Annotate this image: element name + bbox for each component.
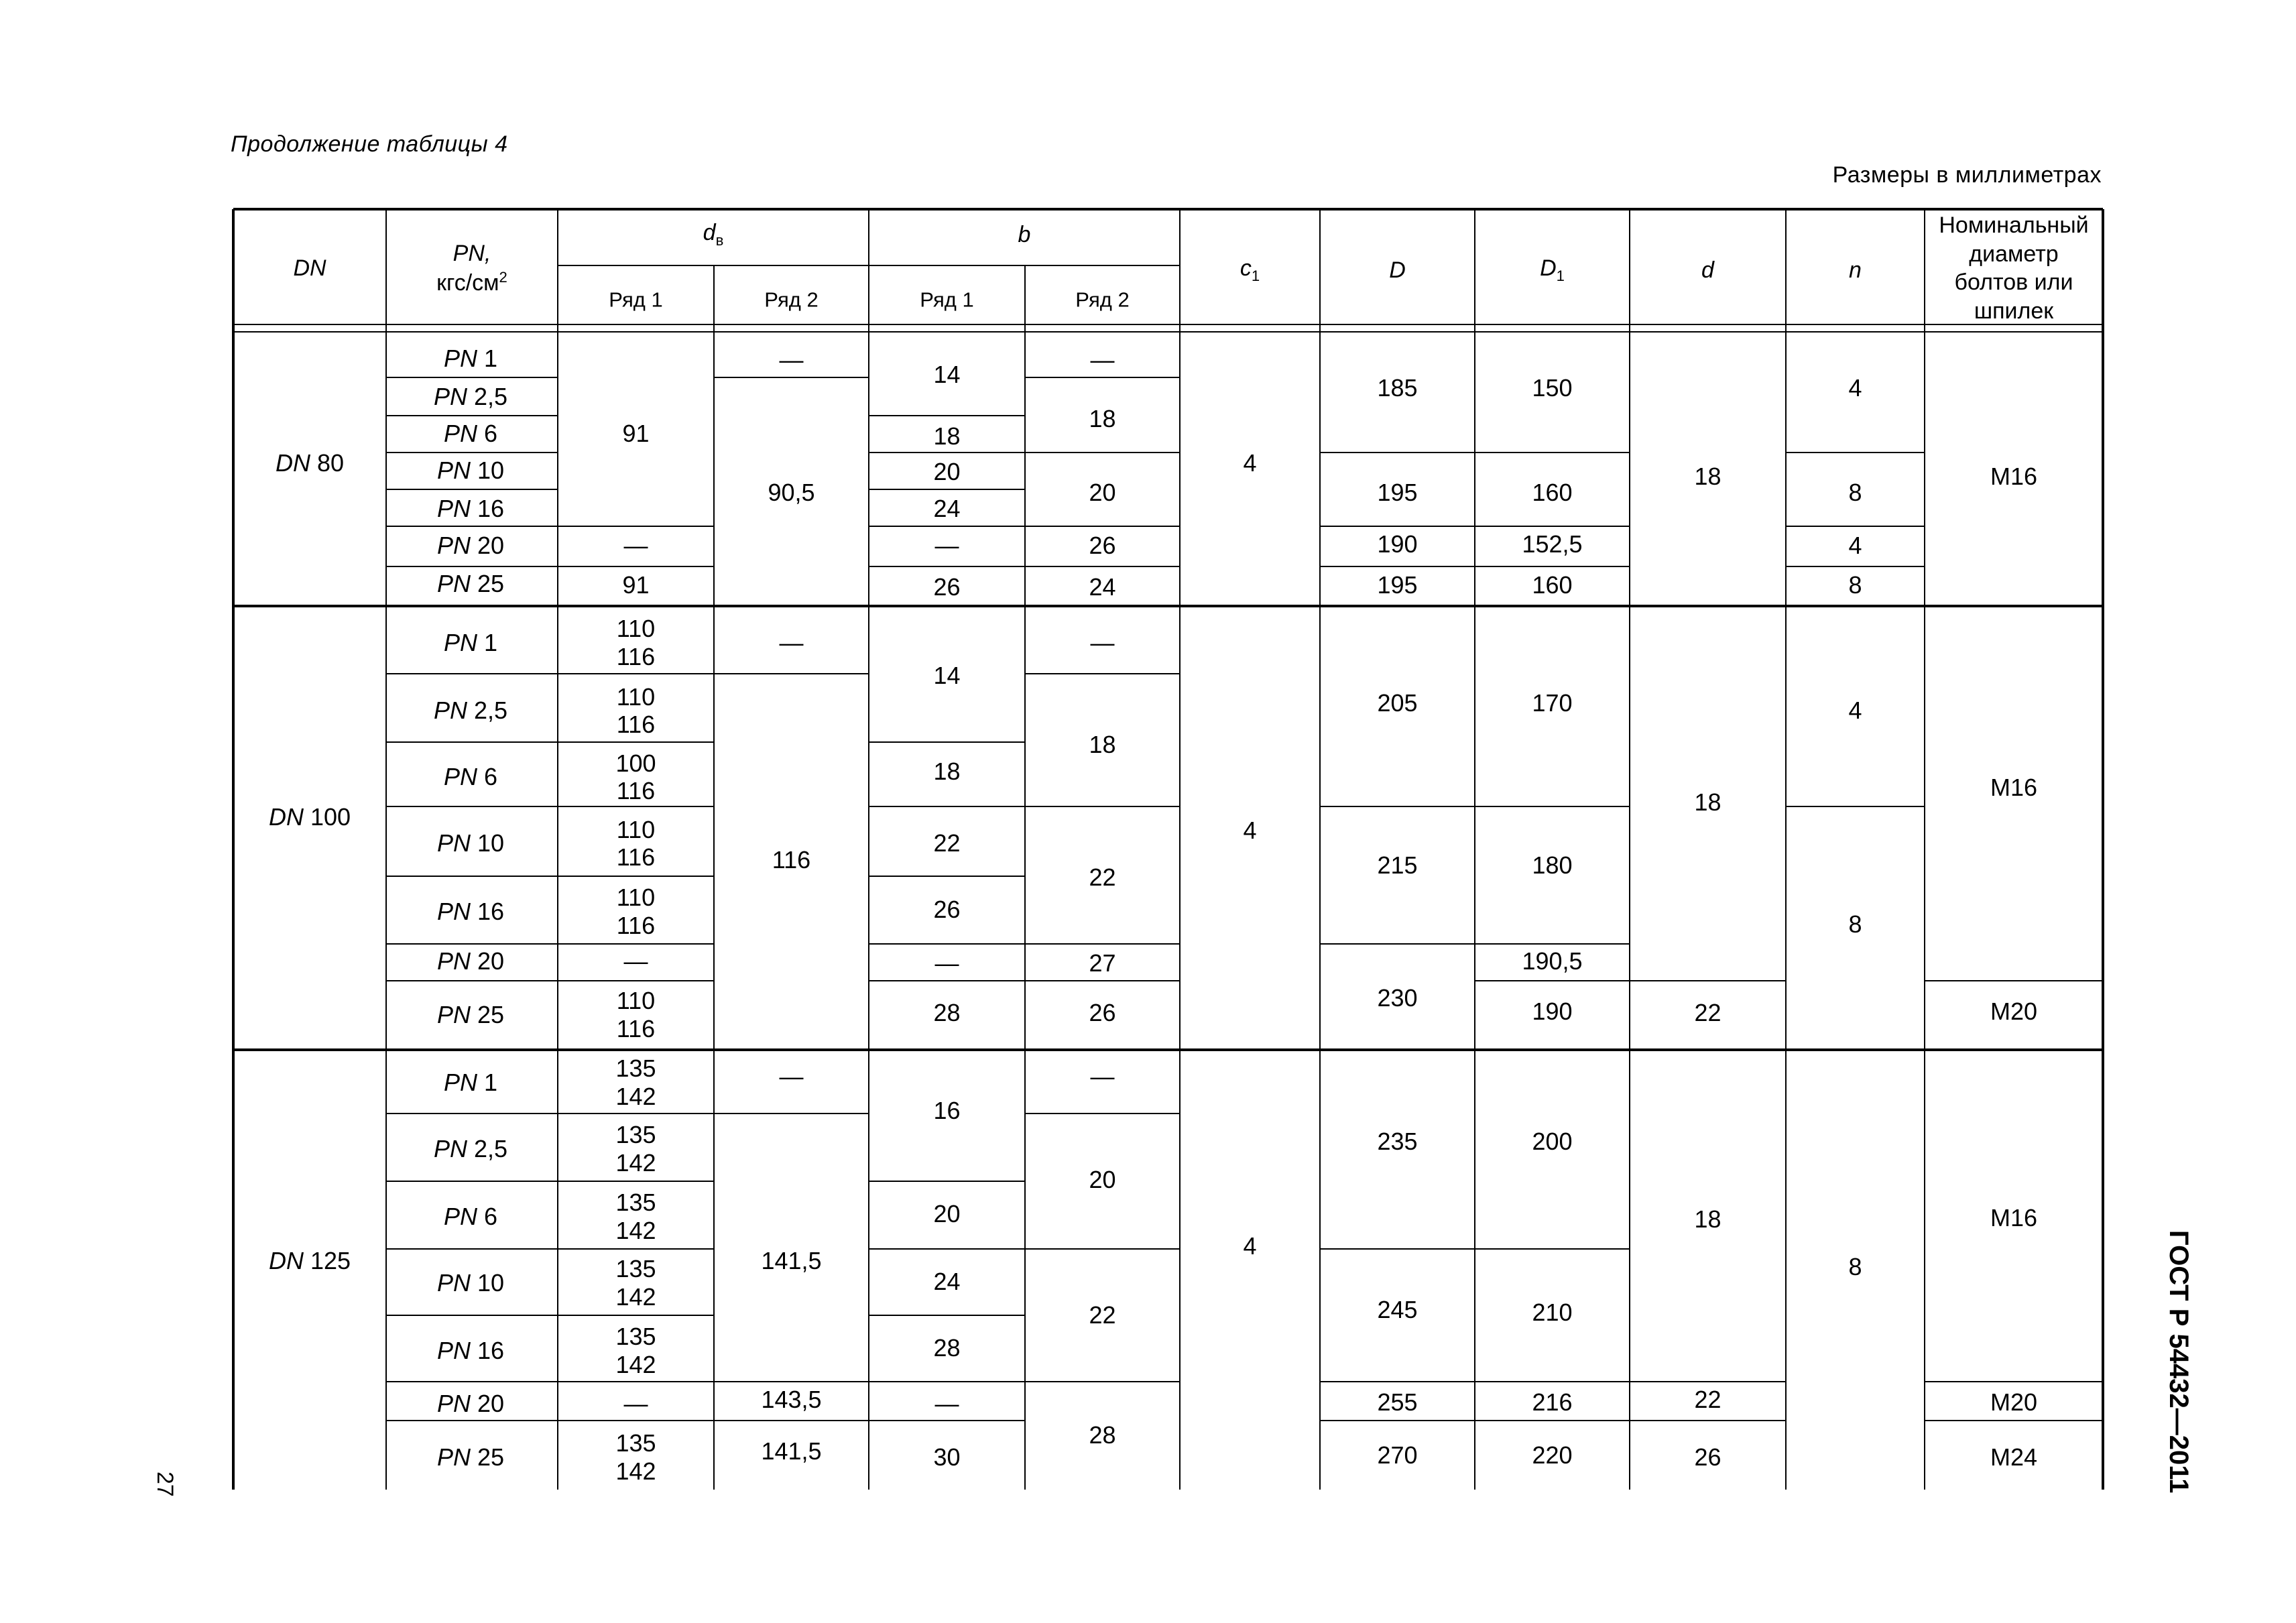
b-row1-cell: 18	[933, 758, 961, 785]
row-rule	[386, 741, 714, 743]
b-header: b	[1018, 222, 1031, 247]
row-rule	[1630, 1381, 1786, 1382]
row-rule	[386, 452, 558, 453]
row-rule	[1925, 1420, 2103, 1421]
pn-cell: PN 20	[436, 532, 505, 559]
bolt-diameter-cell: M16	[1990, 1204, 2038, 1231]
dv-row1-cell: 110	[616, 884, 656, 911]
pn-cell: PN 6	[443, 1203, 498, 1230]
pn-cell: PN 1	[443, 629, 498, 656]
b-row2-cell: 26	[1089, 532, 1116, 559]
bolt-diameter-cell: M20	[1990, 998, 2038, 1025]
bolt-circle-cell: 210	[1532, 1299, 1573, 1326]
dv-row1-cell: 142	[615, 1283, 656, 1311]
row-rule	[386, 673, 714, 674]
row1-header: Ряд 1	[609, 288, 663, 312]
row-rule	[1630, 1420, 1786, 1421]
c1-cell: 4	[1243, 817, 1257, 844]
pn-cell: PN 20	[436, 947, 505, 975]
row-rule	[1025, 1381, 1180, 1382]
row-rule	[233, 605, 2103, 607]
row-rule	[386, 1181, 714, 1182]
row-rule	[869, 1315, 1025, 1316]
dv-row2-cell: 116	[772, 846, 811, 874]
bolt-circle-cell: 180	[1532, 851, 1573, 879]
row-rule	[1320, 943, 1630, 945]
b-row2-cell: —	[1090, 629, 1115, 656]
bolt-count-cell: 4	[1848, 697, 1862, 724]
outer-diameter-cell: 215	[1377, 851, 1418, 879]
bolt-circle-cell: 190,5	[1522, 947, 1583, 975]
bolt-diameter-cell: M24	[1990, 1443, 2038, 1471]
outer-diameter-cell: 235	[1377, 1128, 1418, 1155]
dv-row1-cell: 135	[615, 1255, 656, 1282]
row-rule	[1630, 980, 1786, 981]
b-row1-cell: 20	[933, 458, 961, 485]
row-rule	[1925, 980, 2103, 981]
dv-row1-cell: 116	[616, 843, 656, 871]
row-rule	[869, 1248, 1025, 1250]
b-row1-cell: 20	[933, 1200, 961, 1227]
dv-row1-cell: 142	[615, 1149, 656, 1177]
pn-cell: PN 10	[436, 829, 505, 857]
b-row2-cell: —	[1090, 346, 1115, 373]
column-rule	[1319, 209, 1321, 1490]
row-rule	[1025, 566, 1180, 567]
row1-header: Ряд 1	[920, 288, 974, 312]
c1-header: $c_1$	[1240, 255, 1260, 284]
outer-diameter-cell: 190	[1377, 530, 1418, 558]
row-rule	[1320, 566, 1630, 567]
dv-row1-cell: —	[623, 532, 648, 559]
b-row1-cell: 24	[933, 495, 961, 522]
dv-row1-cell: 142	[615, 1083, 656, 1110]
row-rule	[1320, 806, 1630, 807]
row-rule	[558, 526, 714, 527]
dv-row1-cell: 91	[622, 571, 650, 599]
row-rule	[233, 208, 2103, 211]
pn-cell: PN 10	[436, 457, 505, 484]
row-rule	[233, 324, 2103, 325]
dv-row1-cell: 135	[615, 1323, 656, 1350]
b-row2-cell: 18	[1089, 731, 1116, 758]
dv-row1-cell: 142	[615, 1457, 656, 1485]
row-rule	[869, 943, 1025, 945]
row-rule	[714, 1381, 869, 1382]
pn-cell: PN 10	[436, 1269, 505, 1297]
outer-diameter-cell: 185	[1377, 374, 1418, 402]
row-rule	[386, 943, 714, 945]
row-rule	[1025, 980, 1180, 981]
row-rule	[233, 1048, 2103, 1051]
bolt-diameter-cell: M20	[1990, 1388, 2038, 1416]
bolt-hole-cell: 18	[1694, 1205, 1721, 1233]
b-row1-cell: 28	[933, 1334, 961, 1362]
dv-row2-cell: —	[779, 1063, 804, 1090]
dn-cell: DN 80	[275, 449, 345, 477]
bolt-circle-cell: 152,5	[1522, 530, 1583, 558]
outer-diameter-cell: 245	[1377, 1296, 1418, 1323]
row-rule	[1025, 1248, 1180, 1250]
pn-cell: PN 6	[443, 763, 498, 790]
bolt-diameter-header: Номинальный диаметр болтов или шпилек	[1939, 213, 2089, 324]
row-rule	[233, 331, 2103, 333]
bolt-circle-cell: 160	[1532, 479, 1573, 506]
dv-row1-cell: 116	[616, 643, 656, 670]
column-rule	[232, 209, 235, 1490]
b-row1-cell: 26	[933, 896, 961, 923]
row-rule	[1025, 377, 1180, 378]
bolt-count-cell: 8	[1848, 479, 1862, 506]
row-rule	[386, 526, 558, 527]
row-rule	[869, 566, 1025, 567]
row-rule	[1025, 943, 1180, 945]
b-row1-cell: 26	[933, 573, 961, 601]
bolt-diameter-cell: M16	[1990, 774, 2038, 801]
outer-diameter-cell: 205	[1377, 689, 1418, 717]
row-rule	[714, 1113, 869, 1114]
c1-cell: 4	[1243, 1232, 1257, 1260]
dv-row2-cell: 141,5	[761, 1247, 822, 1274]
units-note: Размеры в миллиметрах	[1832, 162, 2102, 188]
bolt-count-header: n	[1849, 257, 1862, 283]
row-rule	[386, 1113, 714, 1114]
row-rule	[1320, 1420, 1630, 1421]
column-rule	[1179, 209, 1181, 1490]
bolt-circle-cell: 220	[1532, 1441, 1573, 1469]
column-rule	[385, 209, 387, 1490]
pn-cell: PN 25	[436, 570, 505, 597]
standard-code: ГОСТ Р 54432—2011	[2164, 1230, 2193, 1494]
row-rule	[386, 980, 714, 981]
dv-row2-cell: —	[779, 629, 804, 656]
dn-cell: DN 100	[268, 803, 351, 831]
pn-cell: PN 2,5	[433, 383, 508, 410]
bolt-hole-header: d	[1701, 257, 1714, 283]
dv-row1-cell: 116	[616, 711, 656, 738]
row-rule	[714, 673, 869, 674]
dv-row1-cell: 110	[616, 987, 656, 1014]
b-row1-cell: 14	[933, 662, 961, 689]
b-row2-cell: 27	[1089, 949, 1116, 977]
bolt-hole-cell: 22	[1694, 1386, 1721, 1413]
dv-row1-cell: 135	[615, 1121, 656, 1148]
bolt-hole-cell: 18	[1694, 463, 1721, 490]
column-rule	[868, 209, 869, 1490]
row-rule	[1025, 673, 1180, 674]
pn-cell: PN 16	[436, 898, 505, 925]
row-rule	[386, 1315, 714, 1316]
dv-row1-cell: 116	[616, 1015, 656, 1042]
dv-row1-cell: 142	[615, 1217, 656, 1244]
b-row2-cell: 20	[1089, 1166, 1116, 1193]
dv-row1-cell: 142	[615, 1351, 656, 1378]
bolt-count-cell: 4	[1848, 532, 1862, 559]
row-rule	[869, 452, 1025, 453]
b-row2-cell: 18	[1089, 405, 1116, 432]
dn-header: DN	[293, 255, 326, 281]
dv-row2-cell: 90,5	[768, 479, 815, 506]
row-rule	[386, 1420, 714, 1421]
b-row1-cell: 22	[933, 829, 961, 857]
row-rule	[1786, 452, 1925, 453]
dv-row1-cell: 135	[615, 1055, 656, 1082]
dv-row1-cell: —	[623, 947, 648, 975]
bolt-count-cell: 4	[1848, 374, 1862, 402]
dv-row1-cell: 116	[616, 777, 656, 804]
dv-row1-cell: 110	[616, 615, 656, 642]
row-rule	[1320, 1248, 1630, 1250]
row-rule	[1025, 526, 1180, 527]
b-row2-cell: 26	[1089, 999, 1116, 1026]
bolt-hole-cell: 26	[1694, 1443, 1721, 1471]
outer-diameter-cell: 195	[1377, 479, 1418, 506]
row-rule	[869, 741, 1025, 743]
row-rule	[1025, 1113, 1180, 1114]
b-row2-cell: —	[1090, 1063, 1115, 1090]
b-row2-cell: 22	[1089, 1301, 1116, 1329]
bolt-circle-cell: 160	[1532, 571, 1573, 599]
row-rule	[1320, 1381, 1630, 1382]
pn-cell: PN 16	[436, 1337, 505, 1364]
b-row1-cell: 14	[933, 361, 961, 388]
b-row1-cell: 24	[933, 1268, 961, 1295]
row-rule	[869, 806, 1025, 807]
pn-cell: PN 1	[443, 1069, 498, 1096]
dv-row1-cell: 110	[616, 683, 656, 711]
row-rule	[869, 526, 1025, 527]
column-rule	[2102, 209, 2104, 1490]
column-rule	[557, 209, 558, 1490]
b-row1-cell: 18	[933, 422, 961, 450]
row-rule	[386, 415, 558, 416]
row-rule	[1925, 1381, 2103, 1382]
row-rule	[869, 415, 1025, 416]
row-rule	[386, 489, 558, 490]
pn-header: PN, кгс/$см^2$	[436, 240, 507, 296]
row2-header: Ряд 2	[1075, 288, 1130, 312]
b-row1-cell: 30	[933, 1443, 961, 1471]
page-number: 27	[152, 1471, 178, 1497]
b-row1-cell: —	[934, 1390, 959, 1417]
outer-diameter-cell: 255	[1377, 1388, 1418, 1416]
bolt-circle-cell: 150	[1532, 374, 1573, 402]
row-rule	[558, 566, 714, 567]
row-rule	[1475, 980, 1630, 981]
row-rule	[386, 876, 714, 877]
bolt-circle-cell: 190	[1532, 998, 1573, 1025]
row-rule	[1025, 452, 1180, 453]
dv-row2-cell: 143,5	[761, 1386, 822, 1413]
column-rule	[713, 265, 715, 1490]
b-row1-cell: —	[934, 532, 959, 559]
row-rule	[869, 980, 1025, 981]
row-rule	[1786, 806, 1925, 807]
pn-cell: PN 25	[436, 1001, 505, 1028]
pn-cell: PN 6	[443, 420, 498, 447]
pn-cell: PN 2,5	[433, 1135, 508, 1162]
b-row1-cell: —	[934, 949, 959, 977]
pn-cell: PN 16	[436, 495, 505, 522]
dv-row1-cell: —	[623, 1390, 648, 1417]
row-rule	[869, 1420, 1025, 1421]
bolt-count-cell: 8	[1848, 910, 1862, 938]
column-rule	[1024, 265, 1026, 1490]
dv-row1-cell: 100	[615, 749, 656, 777]
bolt-hole-cell: 18	[1694, 788, 1721, 816]
row-rule	[1320, 526, 1630, 527]
dn-cell: DN 125	[268, 1247, 351, 1274]
b-row1-cell: 28	[933, 999, 961, 1026]
b-row2-cell: 24	[1089, 573, 1116, 601]
column-rule	[1785, 209, 1787, 1490]
column-rule	[1924, 209, 1925, 1490]
dv-row1-cell: 135	[615, 1189, 656, 1216]
bolt-diameter-cell: M16	[1990, 463, 2038, 490]
b-row2-cell: 28	[1089, 1421, 1116, 1449]
row-rule	[869, 1181, 1025, 1182]
outer-diameter-header: D	[1389, 257, 1406, 283]
row2-header: Ряд 2	[764, 288, 819, 312]
dv-row1-cell: 116	[616, 912, 656, 939]
pn-cell: PN 25	[436, 1443, 505, 1471]
bolt-count-cell: 8	[1848, 571, 1862, 599]
row-rule	[386, 1248, 714, 1250]
pn-cell: PN 2,5	[433, 697, 508, 724]
dv-row1-cell: 91	[622, 420, 650, 447]
row-rule	[1786, 566, 1925, 567]
dv-row2-cell: —	[779, 346, 804, 373]
dv-row1-cell: 110	[616, 816, 656, 843]
outer-diameter-cell: 230	[1377, 984, 1418, 1012]
row-rule	[869, 1381, 1025, 1382]
b-row2-cell: 22	[1089, 863, 1116, 891]
bolt-circle-cell: 216	[1532, 1388, 1573, 1416]
row-rule	[386, 806, 714, 807]
bolt-hole-cell: 22	[1694, 999, 1721, 1026]
row-rule	[869, 489, 1025, 490]
b-row1-cell: 16	[933, 1097, 961, 1124]
dv-header: $d_в$	[703, 220, 724, 249]
row-rule	[1025, 806, 1180, 807]
row-rule	[386, 1381, 714, 1382]
b-row2-cell: 20	[1089, 479, 1116, 506]
bolt-circle-header: $D_1$	[1540, 255, 1565, 284]
table-caption: Продолжение таблицы 4	[231, 131, 508, 157]
pn-cell: PN 1	[443, 345, 498, 372]
c1-cell: 4	[1243, 449, 1257, 477]
row-rule	[1786, 526, 1925, 527]
outer-diameter-cell: 270	[1377, 1441, 1418, 1469]
dv-row1-cell: 135	[615, 1429, 656, 1457]
row-rule	[714, 1420, 869, 1421]
column-rule	[1474, 209, 1475, 1490]
bolt-count-cell: 8	[1848, 1253, 1862, 1280]
row-rule	[869, 876, 1025, 877]
row-rule	[714, 377, 869, 378]
bolt-circle-cell: 170	[1532, 689, 1573, 717]
row-rule	[386, 377, 558, 378]
dv-row2-cell: 141,5	[761, 1437, 822, 1465]
bolt-circle-cell: 200	[1532, 1128, 1573, 1155]
column-rule	[1629, 209, 1630, 1490]
row-rule	[386, 566, 558, 567]
pn-cell: PN 20	[436, 1390, 505, 1417]
outer-diameter-cell: 195	[1377, 571, 1418, 599]
row-rule	[1320, 452, 1630, 453]
